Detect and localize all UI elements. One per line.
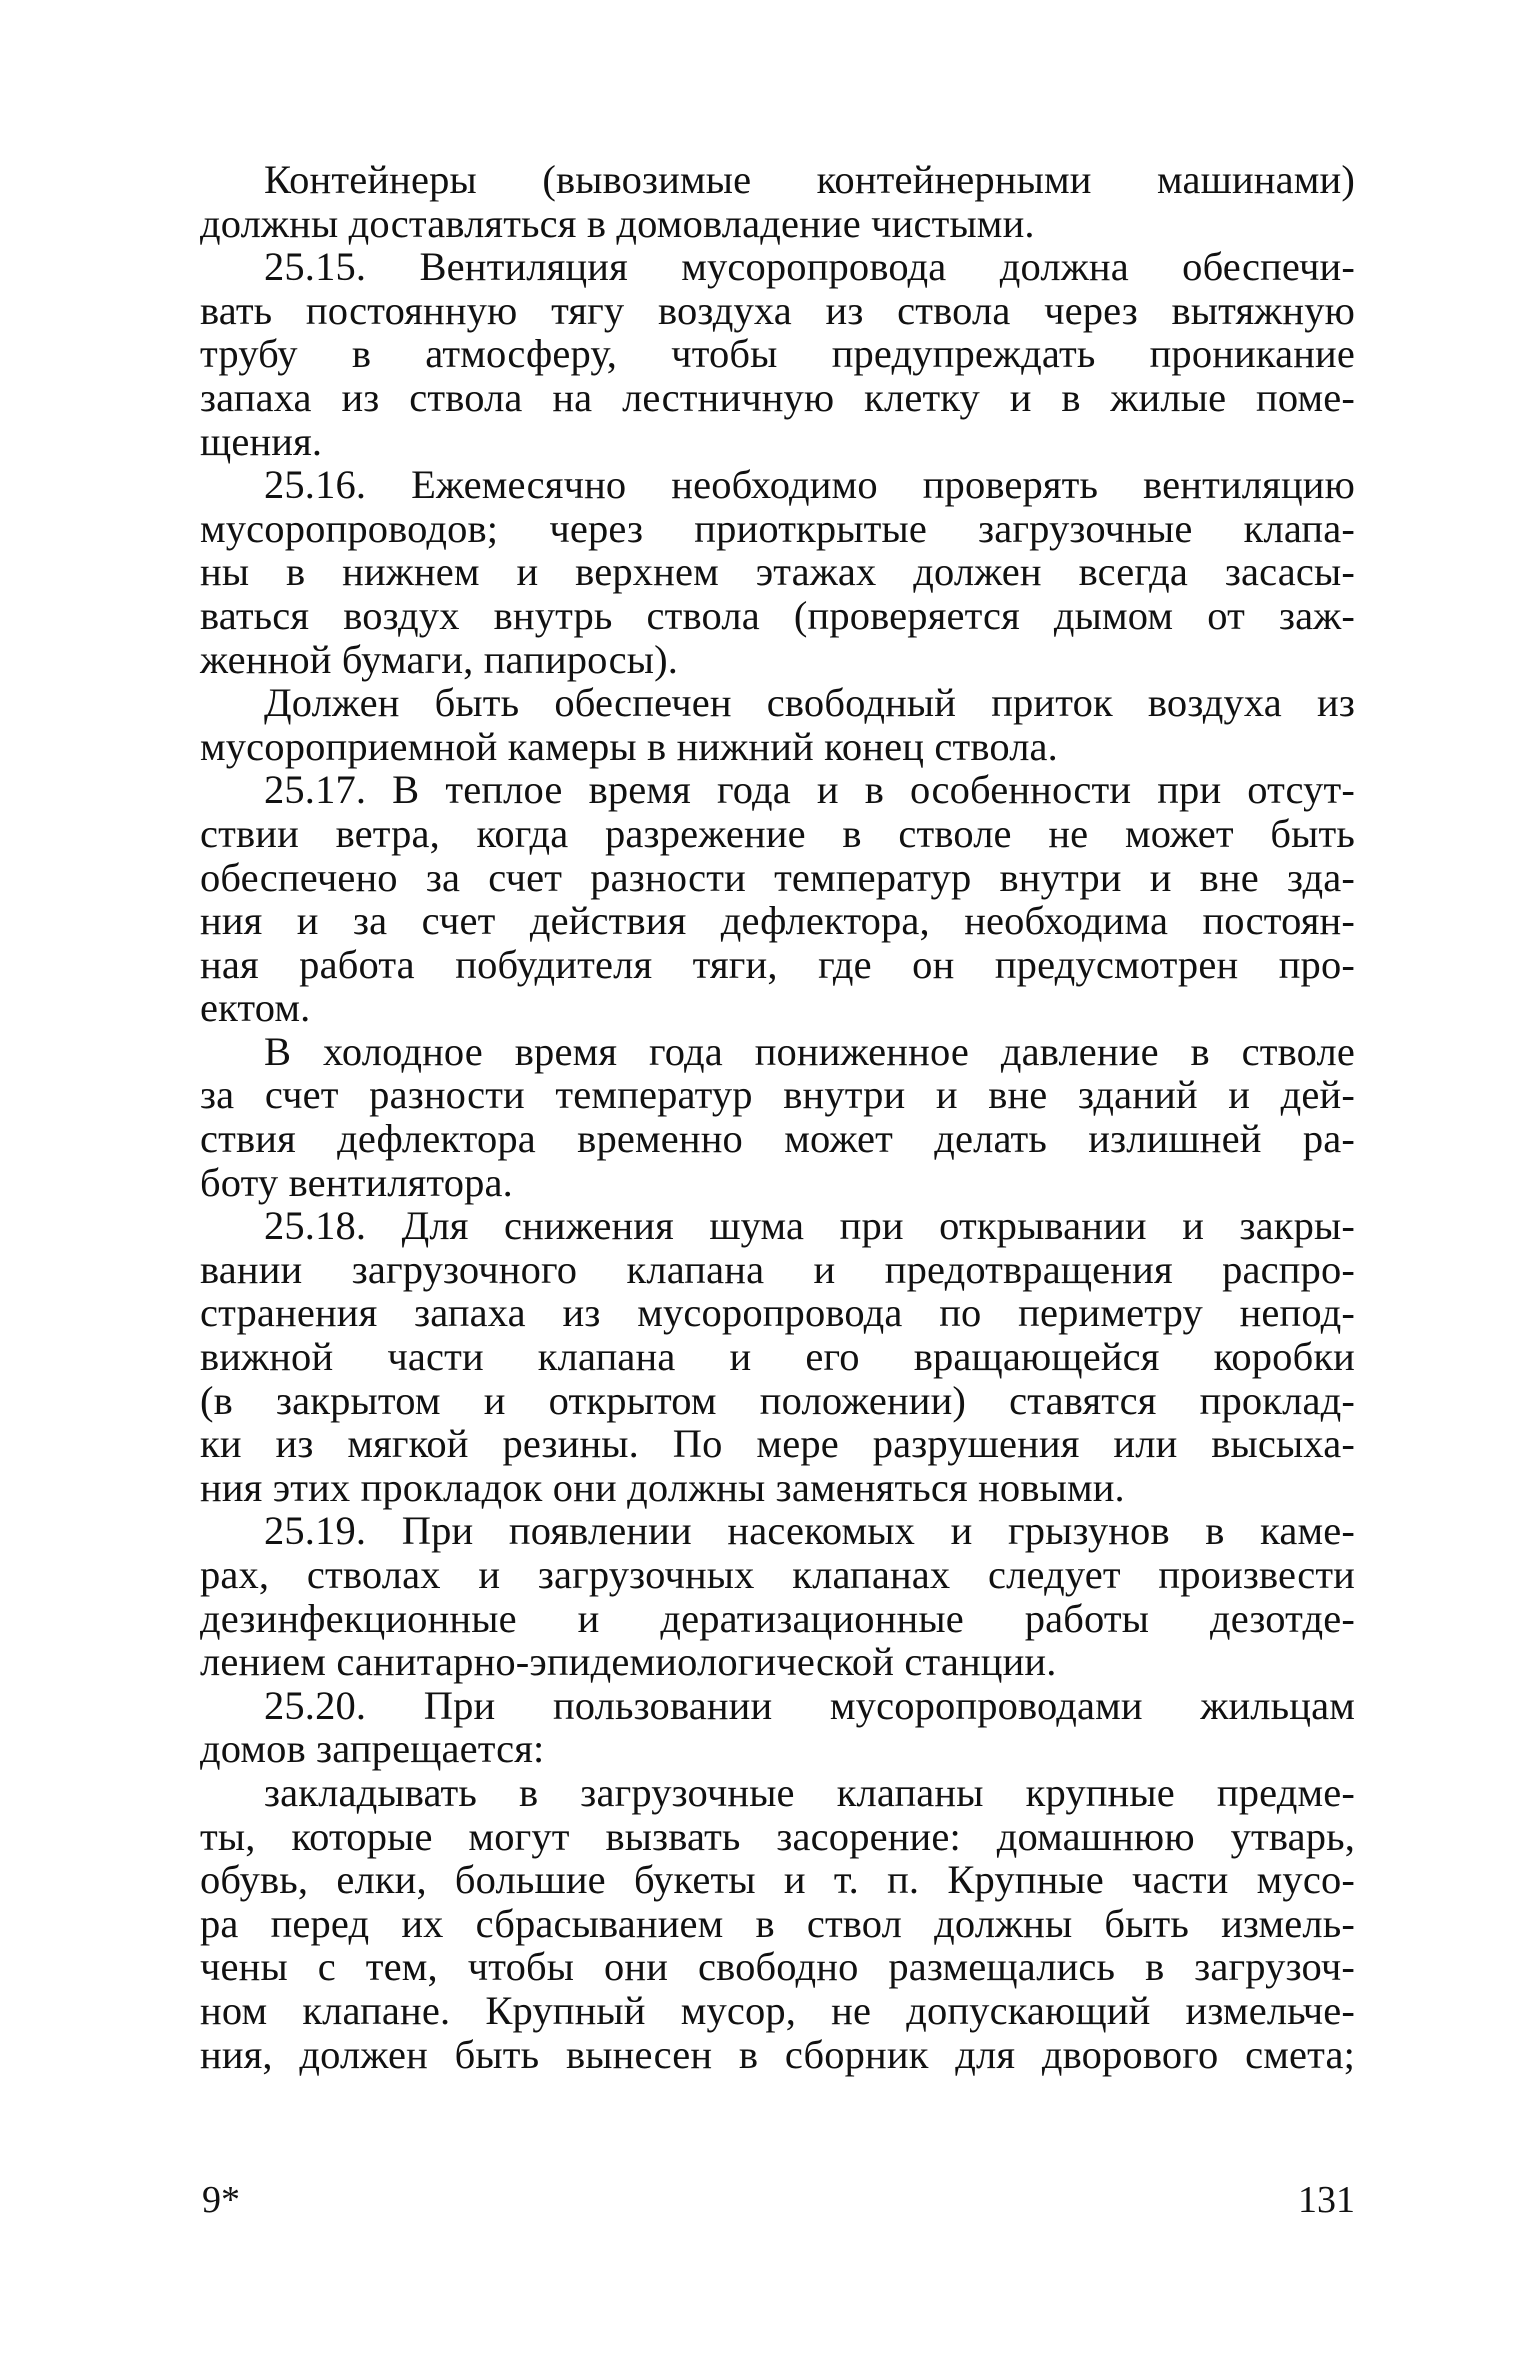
text-line: щения. (200, 418, 323, 464)
text-line: мусороприемной камеры в нижний конец ствола. (200, 723, 1058, 769)
page-number: 131 (1298, 2179, 1355, 2221)
text-line: 25.19. При появлении насекомых и грызунов в каме- (264, 1508, 1355, 1554)
text-line: 25.16. Ежемесячно необходимо проверять вентиляцию (264, 462, 1355, 508)
text-line: ваться воздух внутрь ствола (проверяется дымом от заж- (200, 592, 1355, 638)
text-line: закладывать в загрузочные клапаны крупные предме- (264, 1769, 1355, 1815)
text-line: рах, стволах и загрузочных клапанах следует произвести (200, 1552, 1355, 1597)
text-line: 25.17. В теплое время года и в особенности при отсут- (264, 767, 1355, 813)
text-line: ном клапане. Крупный мусор, не допускающий измельче- (200, 1987, 1355, 2033)
text-line: ны в нижнем и верхнем этажах должен всегда засасы- (200, 549, 1355, 595)
text-line: ния этих прокладок они должны заменяться новыми. (200, 1464, 1125, 1510)
text-line: домов запрещается: (200, 1726, 545, 1772)
text-line: вать постоянную тягу воздуха из ствола через вытяжную (200, 287, 1355, 333)
text-line: запаха из ствола на лестничную клетку и в жилые поме- (200, 374, 1355, 420)
text-line: за счет разности температур внутри и вне зданий и дей- (200, 1072, 1355, 1118)
text-line: ки из мягкой резины. По мере разрушения или высыха- (200, 1421, 1355, 1467)
text-line: ты, которые могут вызвать засорение: домашнюю утварь, (200, 1813, 1355, 1859)
text-line: дезинфекционные и дератизационные работы дезотде- (200, 1595, 1355, 1641)
text-line: боту вентилятора. (200, 1159, 513, 1205)
text-line: Контейнеры (вывозимые контейнерными машинами) (264, 157, 1355, 202)
text-line: трубу в атмосферу, чтобы предупреждать проникание (200, 331, 1355, 377)
text-line: ния и за счет действия дефлектора, необходима постоян- (200, 898, 1355, 944)
text-line: обувь, елки, большие букеты и т. п. Крупные части мусо- (200, 1857, 1355, 1903)
text-line: странения запаха из мусоропровода по периметру непод- (200, 1290, 1355, 1336)
text-line: ная работа побудителя тяги, где он предусмотрен про- (200, 941, 1355, 987)
text-line: обеспечено за счет разности температур внутри и вне зда- (200, 854, 1355, 900)
text-line: ра перед их сбрасыванием в ствол должны быть измель- (200, 1900, 1355, 1946)
text-line: В холодное время года пониженное давление в стволе (264, 1028, 1355, 1074)
page-body (200, 158, 1355, 2076)
text-line: 25.20. При пользовании мусоропроводами жильцам (264, 1682, 1355, 1728)
text-line: Должен быть обеспечен свободный приток воздуха из (264, 680, 1355, 726)
text-line: вании загрузочного клапана и предотвращения распро- (200, 1246, 1355, 1292)
text-line: 25.15. Вентиляция мусоропровода должна обеспечи- (264, 244, 1355, 290)
text-line: ствия дефлектора временно может делать излишней ра- (200, 1116, 1355, 1162)
text-line: чены с тем, чтобы они свободно размещались в загрузоч- (200, 1944, 1355, 1990)
text-line: вижной части клапана и его вращающейся коробки (200, 1334, 1355, 1380)
text-line: женной бумаги, папиросы). (200, 636, 678, 682)
text-line: 25.18. Для снижения шума при открывании и закры- (264, 1203, 1355, 1249)
text-line: должны доставляться в домовладение чистыми. (200, 200, 1035, 246)
text-line: ствии ветра, когда разрежение в стволе не может быть (200, 810, 1355, 856)
text-line: ния, должен быть вынесен в сборник для дворового смета; (200, 2031, 1355, 2077)
text-line: лением санитарно-эпидемиологической станции. (200, 1639, 1057, 1685)
text-line: (в закрытом и открытом положении) ставятся проклад- (200, 1377, 1355, 1423)
text-line: мусоропроводов; через приоткрытые загрузочные клапа- (200, 505, 1355, 551)
text-line: ектом. (200, 985, 311, 1031)
signature-mark: 9* (202, 2179, 240, 2221)
